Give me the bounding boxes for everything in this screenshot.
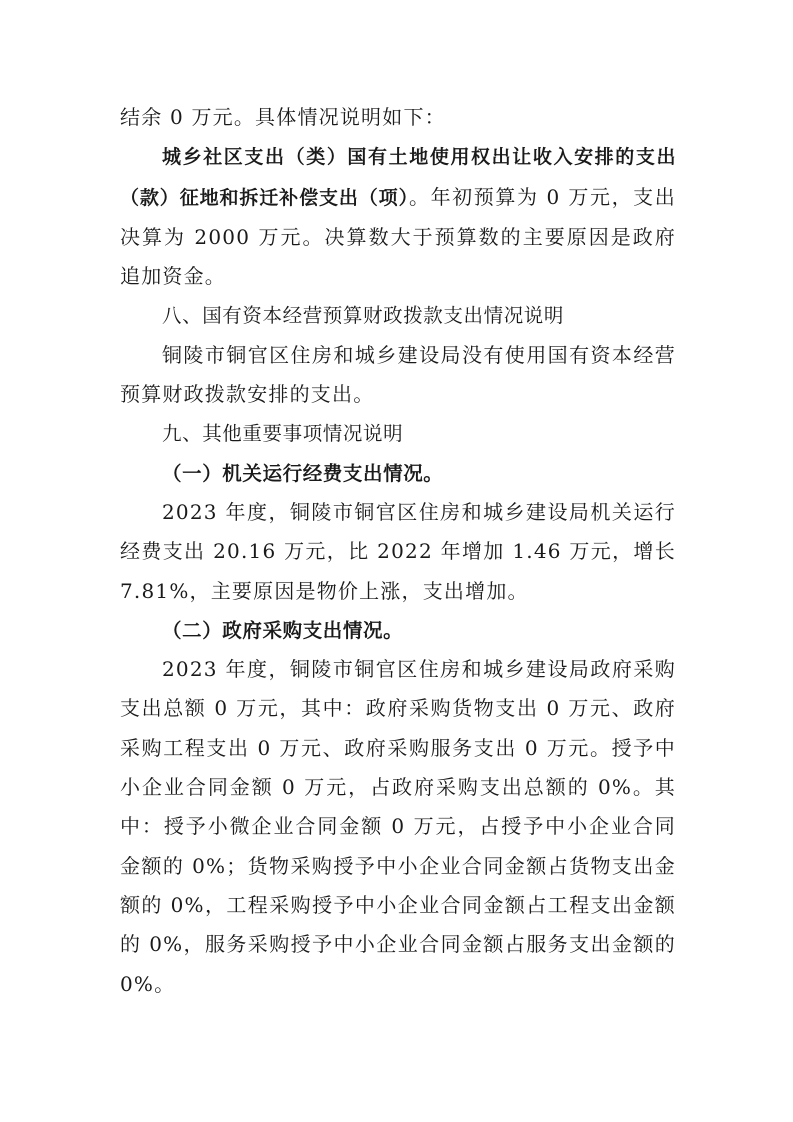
item-title: 城乡社区支出（类）国有土地使用权出让收入安排的支出（款）征地和拆迁补偿支出（项） [120,146,676,209]
subheading-procurement: （二）政府采购支出情况。 [162,618,404,642]
paragraph-state-capital: 铜陵市铜官区住房和城乡建设局没有使用国有资本经营预算财政拨款安排的支出。 [120,342,676,407]
subheading-operating-expense: （一）机关运行经费支出情况。 [162,461,444,485]
paragraph-land-expense [120,137,676,296]
paragraph-procurement: 2023 年度，铜陵市铜官区住房和城乡建设局政府采购支出总额 0 万元，其中：政府采购货物支出 0 万元、政府采购工程支出 0 万元、政府采购服务支出 0 万元。授予中小企业合同金额 0 万元，占政府采购支出总额的 0%。其中：授予小微企业合同金额 0 万元，占授予中小企业合同金额的 0%；货物采购授予中小企业合同金额占货物支出金额的 0%，工程采购授予中小企业合同金额占工程支出金额的 0%，服务采购授予中小企业合同金额占服务支出金额的 0%。 [120,657,676,996]
document-body [120,98,676,1004]
section-heading-9: 九、其他重要事项情况说明 [162,422,404,446]
section-heading-8: 八、国有资本经营预算财政拨款支出情况说明 [162,304,565,328]
paragraph-balance: 结余 0 万元。具体情况说明如下： [120,105,446,129]
item-detail: 。年初预算为 0 万元，支出决算为 2000 万元。决算数大于预算数的主要原因是政府追加资金。 [120,184,676,289]
paragraph-operating-expense: 2023 年度，铜陵市铜官区住房和城乡建设局机关运行经费支出 20.16 万元，比 2022 年增加 1.46 万元，增长 7.81%，主要原因是物价上涨，支出增加。 [120,499,676,603]
